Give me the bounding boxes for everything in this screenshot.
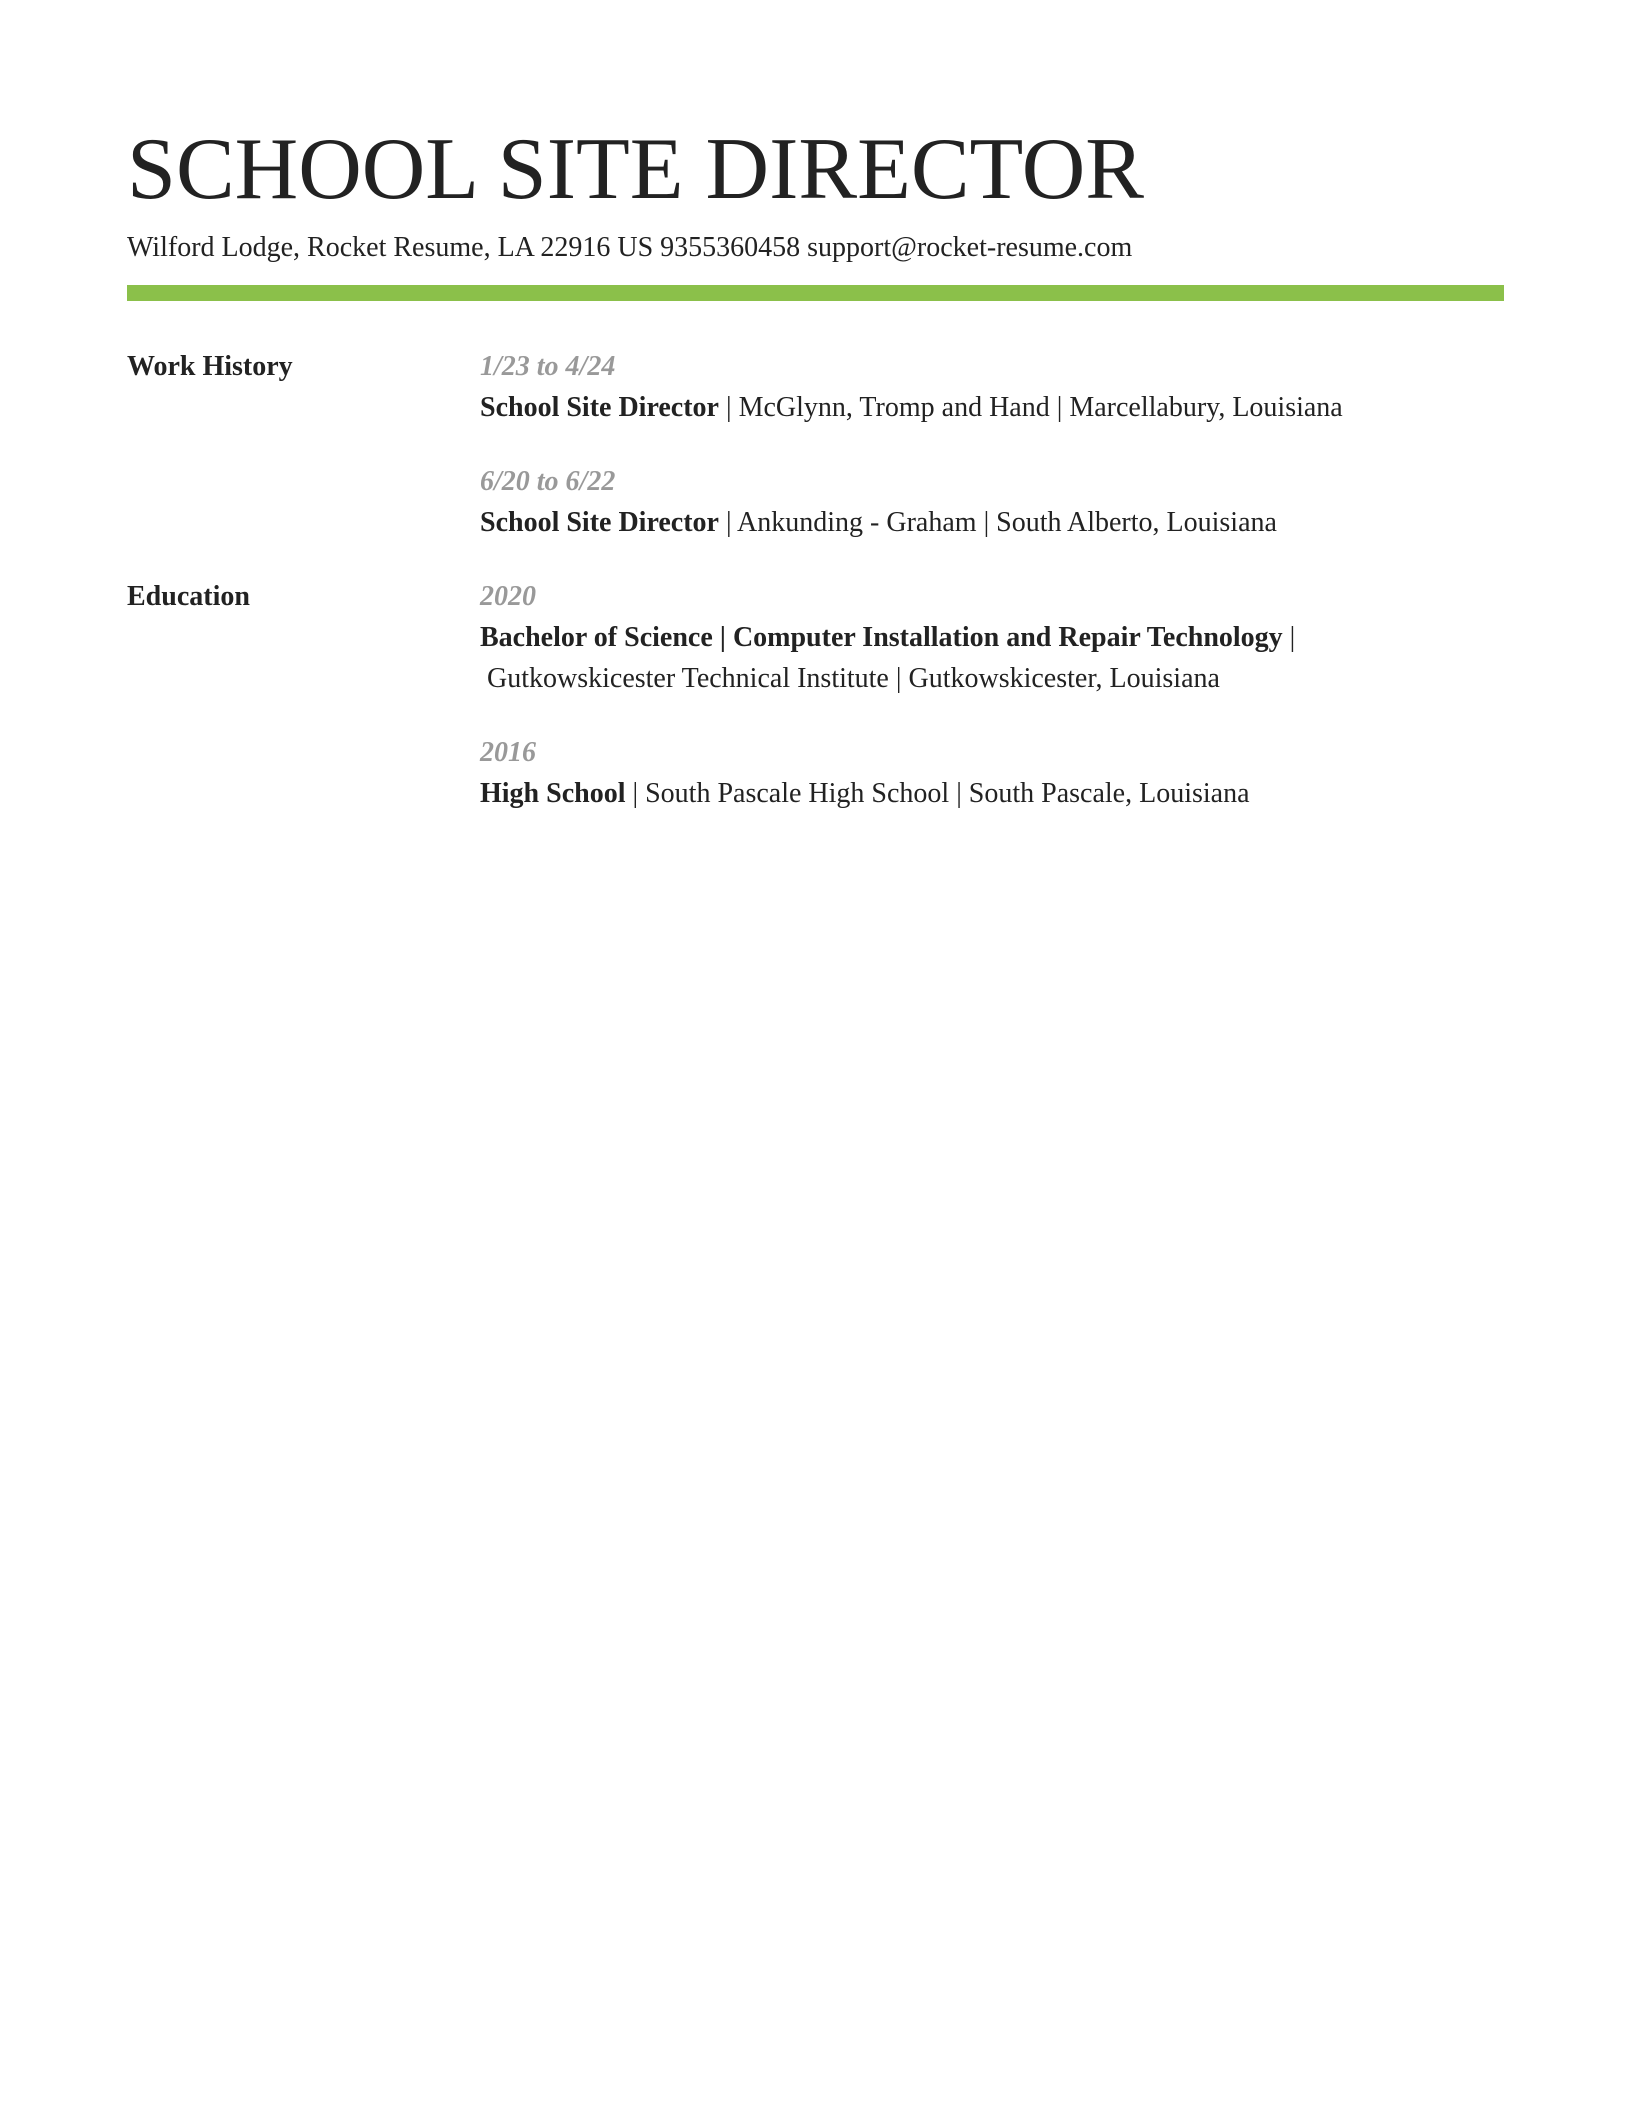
- separator: |: [949, 778, 969, 809]
- work-entry-role: School Site Director: [480, 392, 719, 423]
- page-title: SCHOOL SITE DIRECTOR: [127, 121, 1144, 218]
- section-heading-work-history: Work History: [127, 351, 293, 382]
- separator: |: [1282, 622, 1303, 653]
- education-entry-date: 2020: [480, 581, 536, 612]
- separator: |: [625, 778, 646, 809]
- work-entry-location: South Alberto, Louisiana: [996, 507, 1277, 538]
- education-entry-school: Gutkowskicester Technical Institute: [487, 663, 889, 694]
- education-entry-line: [480, 620, 1302, 656]
- work-entry-date: 6/20 to 6/22: [480, 466, 616, 497]
- accent-divider: [127, 285, 1504, 301]
- separator: |: [718, 507, 738, 538]
- contact-info: Wilford Lodge, Rocket Resume, LA 22916 US 9355360458 support@rocket-resume.com: [127, 232, 1133, 263]
- separator: |: [718, 392, 739, 423]
- work-entry-company: McGlynn, Tromp and Hand: [738, 392, 1050, 423]
- work-entry-role: School Site Director: [480, 507, 719, 538]
- education-entry-field: Computer Installation and Repair Technology: [732, 622, 1283, 653]
- section-heading-education: Education: [127, 581, 250, 612]
- separator: |: [888, 663, 909, 694]
- work-entry-date: 1/23 to 4/24: [480, 351, 616, 382]
- separator: |: [1049, 392, 1070, 423]
- education-entry-location: South Pascale, Louisiana: [968, 778, 1250, 809]
- education-entry-degree: Bachelor of Science: [480, 622, 713, 653]
- education-entry-location: Gutkowskicester, Louisiana: [908, 663, 1220, 694]
- education-entry-line: [480, 776, 1250, 812]
- education-entry-school: South Pascale High School: [645, 778, 950, 809]
- education-entry-date: 2016: [480, 737, 536, 768]
- work-entry-location: Marcellabury, Louisiana: [1069, 392, 1343, 423]
- education-entry-line-continued: [487, 661, 1220, 697]
- work-entry-company: Ankunding - Graham: [737, 507, 977, 538]
- work-entry-line: [480, 505, 1277, 541]
- work-entry-line: [480, 390, 1343, 426]
- separator: |: [712, 622, 733, 653]
- education-entry-degree: High School: [480, 778, 626, 809]
- separator: |: [976, 507, 997, 538]
